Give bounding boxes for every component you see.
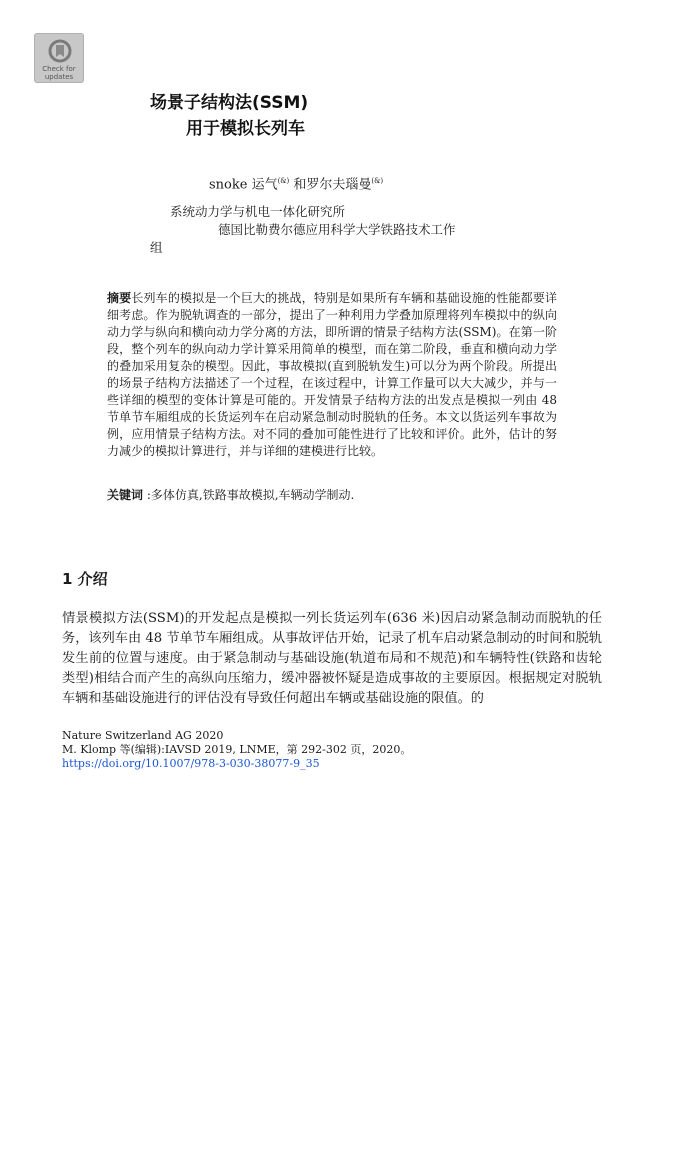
author-line	[209, 172, 383, 194]
bookmark-ring-icon	[47, 39, 73, 67]
keywords-text: :多体仿真,铁路事故模拟,车辆动学制动.	[143, 488, 355, 502]
footer-citation: M. Klomp 等(编辑):IAVSD 2019, LNME，第 292-302 页，2020。	[62, 743, 412, 756]
check-for-updates-badge[interactable]	[34, 33, 84, 83]
author-1-mark: (&)	[277, 177, 290, 185]
intro-paragraph: 情景模拟方法(SSM)的开发起点是模拟一列长货运列车(636 米)因启动紧急制动而脱轨的任务，该列车由 48 节单节车厢组成。从事故评估开始，记录了机车启动紧急制动的时间和脱轨发生前的位置与速度。由于紧急制动与基础设施(轨道布局和不规范)和车辆特性(铁路和齿轮类型)相结合而产生的高纵向压缩力，缓冲器被怀疑是造成事故的主要原因。根据规定对脱轨车辆和基础设施进行的评估没有导致任何超出车辆或基础设施的限值。的	[62, 611, 602, 706]
affiliation-line-1: 系统动力学与机电一体化研究所	[170, 204, 346, 219]
paper-title-line-1: 场景子结构法(SSM)	[150, 93, 309, 113]
doi-link[interactable]: https://doi.org/10.1007/978-3-030-38077-9_35	[62, 757, 320, 770]
abstract-label: 摘要	[107, 291, 132, 305]
paper-title-line-2: 用于模拟长列车	[186, 119, 305, 139]
author-2: 和罗尔夫瑙曼	[289, 177, 372, 193]
affiliation-line-2: 德国比勒费尔德应用科学大学铁路技术工作	[218, 222, 456, 237]
badge-line-1: Check for	[42, 65, 76, 73]
affiliation-line-3: 组	[150, 240, 163, 255]
footer-publisher: Nature Switzerland AG 2020	[62, 729, 224, 742]
keywords-label: 关键词	[107, 488, 144, 502]
section-heading: 1 介绍	[62, 570, 108, 588]
author-2-mark: (&)	[371, 177, 384, 185]
abstract	[107, 290, 557, 460]
badge-line-2: updates	[44, 73, 74, 81]
abstract-text: 长列车的模拟是一个巨大的挑战，特别是如果所有车辆和基础设施的性能都要详细考虑。作为脱轨调查的一部分，提出了一种利用力学叠加原理将列车模拟中的纵向动力学与纵向和横向动力学分离的方法，即所谓的情景子结构方法(SSM)。在第一阶段，整个列车的纵向动力学计算采用简单的模型，而在第二阶段，垂直和横向动力学的叠加采用复杂的模型。因此，事故模拟(直到脱轨发生)可以分为两个阶段。所提出的场景子结构方法描述了一个过程，在该过程中，计算工作量可以大大减少，并与一些详细的模型的变体计算是可能的。开发情景子结构方法的出发点是模拟一列由 48 节单节车厢组成的长货运列车在启动紧急制动时脱轨的任务。本文以货运列车事故为例，应用情景子结构方法。对不同的叠加可能性进行了比较和评价。此外，估计的努力减少的模拟计算进行，并与详细的建模进行比较。	[107, 291, 557, 458]
keywords	[107, 487, 557, 504]
author-1: snoke 运气	[209, 177, 278, 193]
